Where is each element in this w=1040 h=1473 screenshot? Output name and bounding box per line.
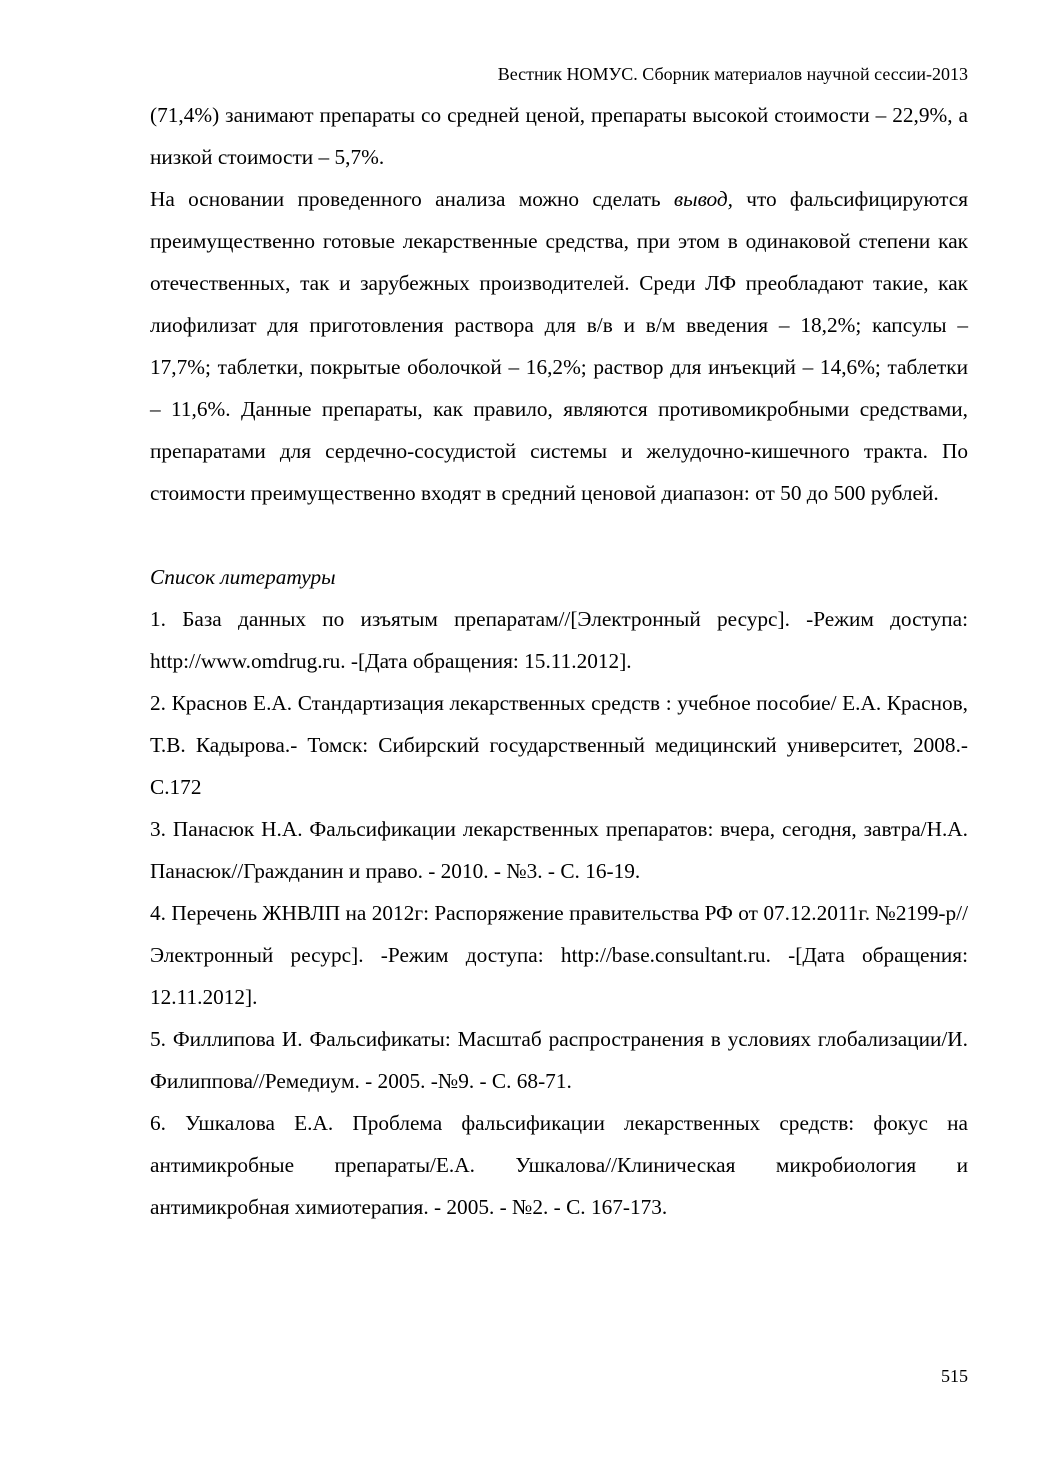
reference-item-3: 3. Панасюк Н.А. Фальсификации лекарственных препаратов: вчера, сегодня, завтра/Н.А. Панасюк//Гражданин и право. - 2010. - №3. - С. 16-19. — [150, 817, 968, 883]
reference-item-2: 2. Краснов Е.А. Стандартизация лекарственных средств : учебное пособие/ Е.А. Краснов, Т.В. Кадырова.- Томск: Сибирский государственный медицинский университет, 2008.- С.172 — [150, 691, 968, 799]
section-gap — [150, 514, 968, 556]
conclusion-emphasis: вывод, — [673, 187, 734, 211]
body-text — [150, 94, 968, 1228]
conclusion-text-end: что фальсифицируются преимущественно готовые лекарственные средства, при этом в одинаковой степени как отечественных, так и зарубежных производителей. Среди ЛФ преобладают такие, как лиофилизат для приготовления раствора для в/в и в/м введения – 18,2%; капсулы – 17,7%; таблетки, покрытые оболочкой – 16,2%; раствор для инъекций – 14,6%; таблетки – 11,6%. Данные препараты, как правило, являются противомикробными средствами, препаратами для сердечно-сосудистой системы и желудочно-кишечного тракта. По стоимости преимущественно входят в средний ценовой диапазон: от 50 до 500 рублей. — [150, 187, 969, 505]
reference-item-5: 5. Филлипова И. Фальсификаты: Масштаб распространения в условиях глобализации/И. Филиппова//Ремедиум. - 2005. -№9. - С. 68-71. — [150, 1027, 968, 1093]
page-number: 515 — [941, 1366, 968, 1386]
paragraph-conclusion — [150, 178, 968, 514]
conclusion-text-start: На основании проведенного анализа можно сделать — [150, 187, 674, 211]
reference-item-1: 1. База данных по изъятым препаратам//[Электронный ресурс]. -Режим доступа: http://www.omdrug.ru. -[Дата обращения: 15.11.2012]. — [150, 607, 968, 673]
reference-item-6: 6. Ушкалова Е.А. Проблема фальсификации лекарственных средств: фокус на антимикробные препараты/Е.А. Ушкалова//Клиническая микробиология и антимикробная химиотерапия. - 2005. - №2. - С. 167-173. — [150, 1111, 968, 1219]
reference-item-4: 4. Перечень ЖНВЛП на 2012г: Распоряжение правительства РФ от 07.12.2011г. №2199-р// Электронный ресурс]. -Режим доступа: http://base.consultant.ru. -[Дата обращения: 12.11.2012]. — [150, 901, 968, 1009]
references-heading: Список литературы — [150, 565, 336, 589]
paragraph-price-share: (71,4%) занимают препараты со средней ценой, препараты высокой стоимости – 22,9%, а низкой стоимости – 5,7%. — [150, 103, 968, 169]
running-header: Вестник НОМУС. Сборник материалов научной сессии-2013 — [497, 64, 968, 84]
